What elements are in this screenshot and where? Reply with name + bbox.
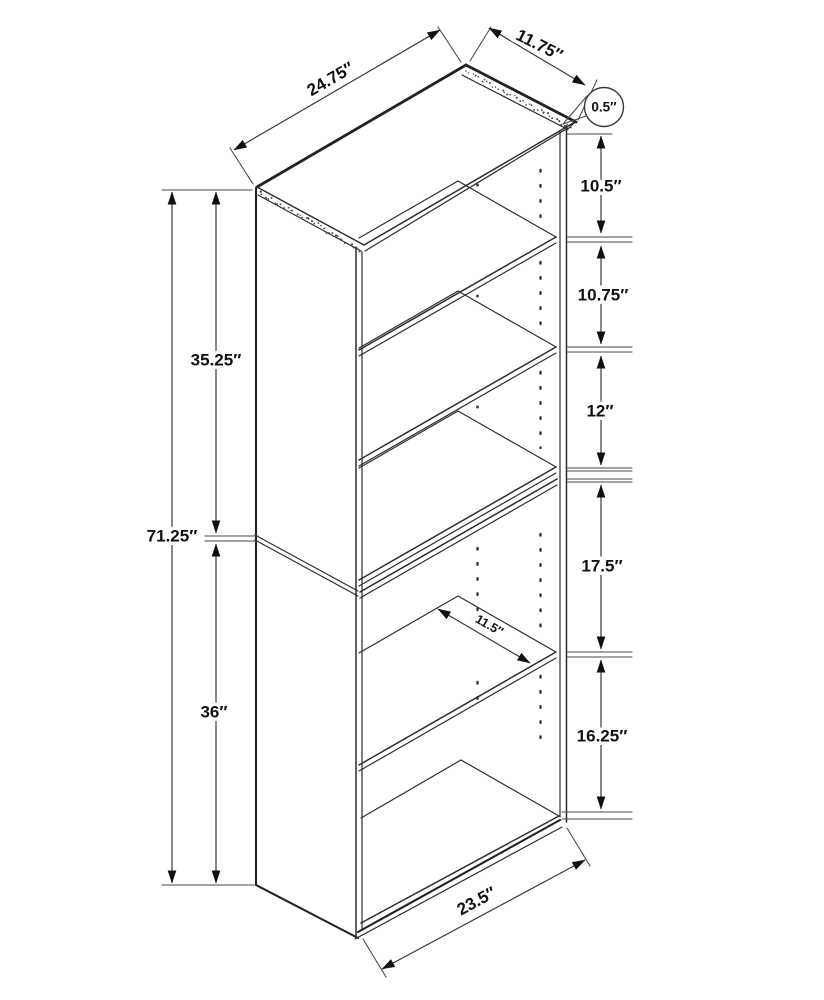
dim-label-upper-section-height: 35.25″ — [190, 350, 242, 370]
shelf-2 — [359, 291, 556, 466]
dim-label-bottom-width: 23.5″ — [453, 882, 500, 920]
upper-unit-bottom-board — [359, 411, 556, 586]
bottom-width-dimension — [363, 828, 590, 977]
right-extension-lines — [562, 134, 632, 819]
dim-label-opening-4: 17.5″ — [581, 556, 623, 576]
top-face — [257, 65, 576, 253]
left-side-panel — [255, 188, 362, 938]
dim-label-overall-height: 71.25″ — [146, 526, 198, 546]
board-edge-stipple-right — [465, 70, 572, 128]
lower-unit-top-board — [360, 479, 557, 598]
dim-label-opening-5: 16.25″ — [576, 726, 628, 746]
shelf-depth-dimension — [438, 609, 530, 663]
bookcase-outline — [255, 65, 576, 939]
thickness-callout — [563, 88, 624, 127]
dim-label-shelf-depth: 11.5″ — [473, 611, 506, 639]
dim-label-opening-3: 12″ — [586, 401, 614, 421]
dim-label-top-width: 24.75″ — [303, 58, 358, 101]
dim-label-lower-section-height: 36″ — [200, 702, 228, 722]
board-edge-stipple-left — [260, 190, 361, 252]
right-front-edge — [560, 122, 575, 822]
dimension-annotations — [147, 25, 632, 977]
shelf-pin-holes — [476, 170, 541, 748]
dim-label-opening-2: 10.75″ — [577, 285, 629, 305]
dim-label-top-depth: 11.75″ — [512, 25, 566, 65]
left-dimension-lines — [147, 192, 242, 883]
shelf-3-middle — [359, 596, 556, 771]
dim-label-opening-1: 10.5″ — [580, 176, 622, 196]
dim-label-panel-thickness: 0.5″ — [591, 99, 617, 115]
top-width-dimension — [230, 27, 461, 184]
